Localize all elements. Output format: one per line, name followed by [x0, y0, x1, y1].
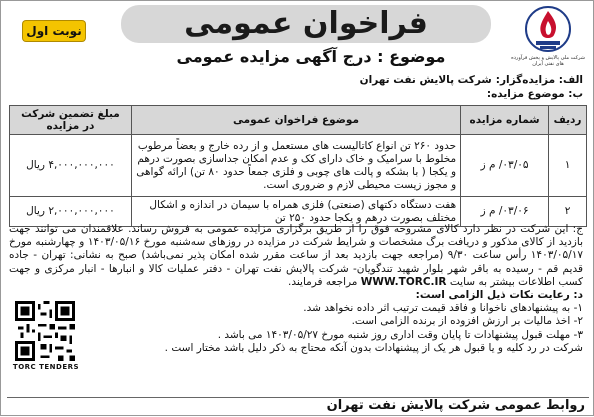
note-item: ۳- مهلت قبول پیشنهادات تا پایان وقت اداری روز شنبه مورخ ۱۴۰۳/۰۵/۲۷ می باشد . — [217, 328, 583, 341]
auction-subject: هفت دستگاه دکتهای (صنعتی) فلزی همراه با سیمان در اندازه و اشکال مختلف بصورت درهم و یکجا حدود ۲۵۰ تن — [131, 197, 460, 227]
paragraph-c-end: مراجعه فرمایند. — [288, 275, 358, 288]
subject-row — [9, 87, 583, 101]
title-banner — [121, 5, 491, 43]
notice-header — [1, 1, 594, 73]
col-header-auction-number: شماره مزایده — [461, 106, 549, 135]
col-header-guarantee-amount: مبلغ تضمین شرکت در مزایده — [10, 106, 132, 135]
auction-number: ۰۳/۰۶/ م ز — [461, 197, 549, 227]
logo-caption: شرکت ملی پالایش و پخش فرآورده های نفتی ایران — [511, 55, 585, 67]
footer-text: روابط عمومی شرکت پالایش نفت تهران — [326, 398, 585, 413]
auctioneer-row — [9, 73, 583, 87]
flame-logo-icon — [524, 5, 572, 55]
qr-code-icon — [15, 301, 75, 361]
auctioneer-label: الف: مزایده‌گزار: — [495, 74, 583, 86]
auctioneer-value: شرکت پالایش نفت تهران — [359, 74, 492, 86]
auction-info — [9, 73, 583, 101]
guarantee-amount: ۲,۰۰۰,۰۰۰,۰۰۰ ریال — [10, 197, 132, 227]
closing-statement: شرکت در رد کلیه و یا قبول هر یک از پیشنهادات بدون آنکه محتاج به ذکر دلیل باشد مختار است . — [164, 341, 583, 354]
auction-number: ۰۳/۰۵/ م ز — [461, 135, 549, 197]
qr-caption: TORC TENDERS — [12, 363, 80, 371]
guarantee-amount: ۴,۰۰۰,۰۰۰,۰۰۰ ریال — [10, 135, 132, 197]
page-title: فراخوان عمومی — [184, 6, 428, 41]
notes-title — [9, 289, 583, 302]
col-header-subject: موضوع فراخوان عمومی — [131, 106, 460, 135]
row-number: ۲ — [549, 197, 587, 227]
first-round-badge: نوبت اول — [23, 21, 85, 41]
website-link[interactable]: WWW.TORC.IR — [360, 275, 447, 288]
company-logo — [509, 5, 587, 69]
subject-line: موضوع : درج آگهی مزایده عمومی — [176, 47, 446, 66]
auction-table — [9, 105, 587, 227]
table-row — [10, 135, 587, 197]
paragraph-c — [9, 223, 583, 289]
table-header-row — [10, 106, 587, 135]
paragraph-c-text: ج: این شرکت در نظر دارد کالای مشروحه فوق را از طریق برگزاری مزایده عمومی به فروش رساند. علاقمندان می توانند جهت بازدید از کالای مذکور و دریافت برگ مشخصات و شرایط شرکت در مزایده در روزهای سه‌شنبه مورخ ۱۴۰۳/۰۵/۱۶ و چهارشنبه مورخ ۱۴۰۳/۰۵/۱۷ رأس ساعت ۹/۳۰ (مراجعه جهت بازدید بعد از ساعت مقرر شده امکان پذیر نمی‌باشد) صبح به نشانی: تهران - جاده قدیم قم - رسیده به باقر شهر بلوار شهید تندگویان- شرکت پالایش نفت تهران - دفتر عملیات کالا و انبارها - انبار مرکزی و جهت کسب اطلاعات بیشتر به سایت — [9, 223, 583, 288]
notes-title-text: د: رعایت نکات ذیل الزامی است: — [415, 289, 583, 302]
note-item: ۱- به پیشنهادهای ناخوانا و فاقد قیمت ترتیب اثر داده نخواهد شد. — [303, 302, 583, 315]
auction-subject: حدود ۲۶۰ تن انواع کاتالیست های مستعمل و از رده خارج و بعضاً مرطوب مخلوط با سرامیک و خاک دارای کک و عدم امکان جداسازی بصورت درهم و یکجا ( با بشکه و پالت های چوبی و فلزی جمعاً حدود ۸۰ تن) ارائه گواهی و مجوز زیست محیطی لازم و ضروری است. — [131, 135, 460, 197]
footer — [1, 395, 594, 417]
qr-code — [15, 301, 75, 361]
table-row — [10, 197, 587, 227]
notice-body — [9, 223, 583, 355]
row-number: ۱ — [549, 135, 587, 197]
note-item: ۲- اخذ مالیات بر ارزش افزوده از برنده الزامی است. — [351, 315, 583, 328]
subject-label: ب: موضوع مزایده: — [486, 88, 583, 100]
col-header-row-number: ردیف — [549, 106, 587, 135]
